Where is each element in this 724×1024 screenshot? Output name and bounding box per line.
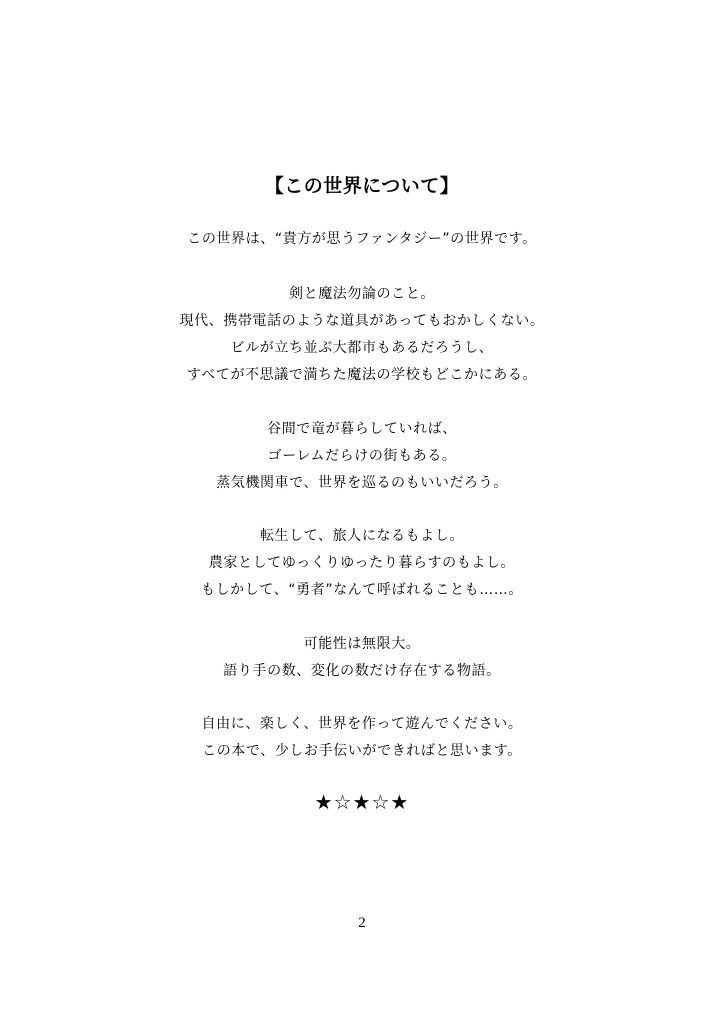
paragraph-intro	[0, 226, 724, 253]
paragraph-lifestyles	[0, 523, 724, 604]
paragraph-settings	[0, 281, 724, 389]
text-line: 農家としてゆっくりゆったり暮らすのもよし。	[208, 555, 516, 571]
text-line: もしかして、“勇者”なんて呼ばれることも……。	[200, 582, 524, 598]
paragraph-places	[0, 416, 724, 497]
text-line: 自由に、楽しく、世界を作って遊んでください。	[201, 716, 523, 732]
star-divider: ★☆★☆★	[314, 790, 410, 814]
text-line: この世界は、“貴方が思うファンタジー”の世界です。	[187, 231, 537, 247]
text-line: ゴーレムだらけの街もある。	[267, 448, 457, 464]
text-line: 転生して、旅人になるもよし。	[259, 528, 465, 544]
page-number: 2	[358, 915, 366, 931]
text-line: この本で、少しお手伝いができればと思います。	[202, 743, 522, 759]
text-line: すべてが不思議で満ちた魔法の学校もどこかにある。	[186, 367, 538, 383]
paragraph-possibilities	[0, 631, 724, 685]
text-line: 蒸気機関車で、世界を巡るのもいいだろう。	[216, 475, 508, 491]
text-line: 可能性は無限大。	[303, 636, 421, 652]
text-line: 剣と魔法勿論のこと。	[289, 286, 435, 302]
text-line: ビルが立ち並ぶ大都市もあるだろうし、	[230, 340, 494, 356]
paragraph-closing	[0, 711, 724, 765]
text-line: 語り手の数、変化の数だけ存在する物語。	[223, 663, 501, 679]
text-line: 現代、携帯電話のような道具があってもおかしくない。	[179, 313, 545, 329]
page-title: 【この世界について】	[264, 175, 460, 197]
text-line: 谷間で竜が暮らしていれば、	[267, 421, 457, 437]
